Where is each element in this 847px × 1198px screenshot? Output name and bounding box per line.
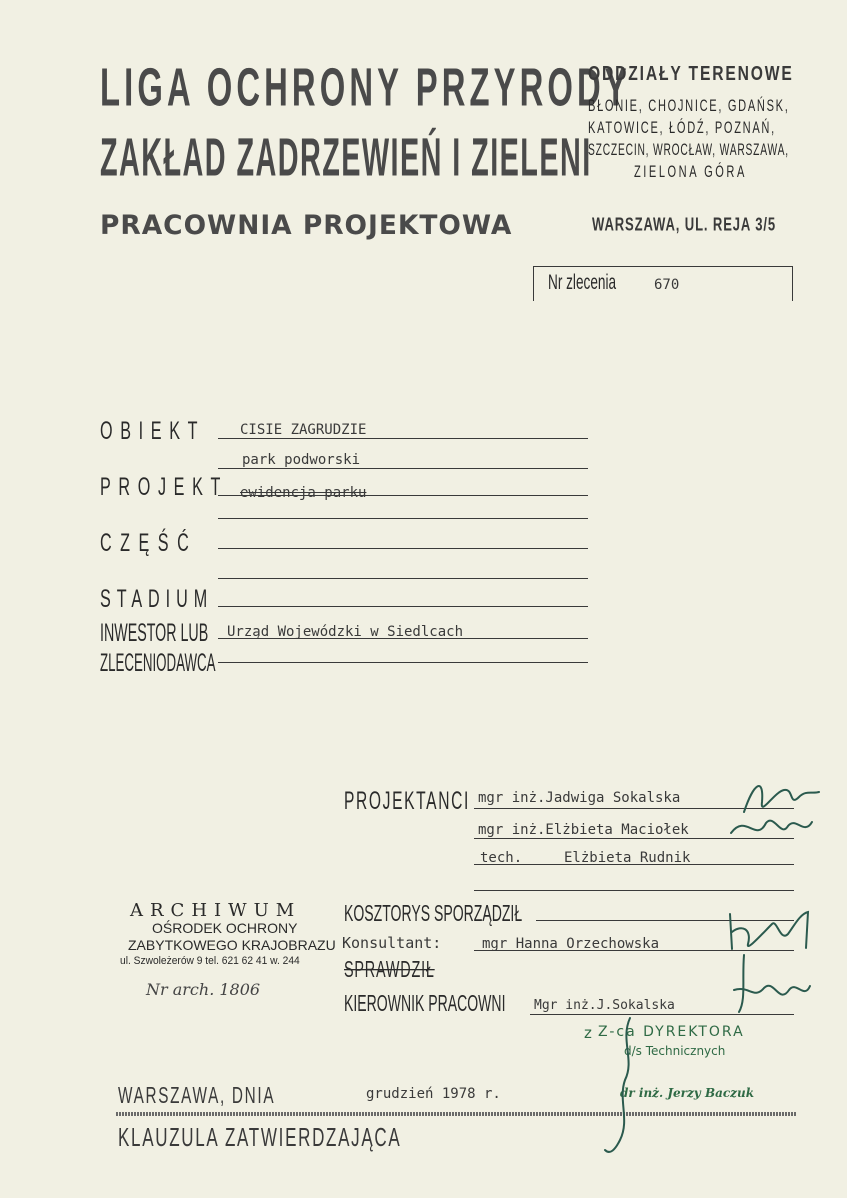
archive-stamp-title: ARCHIWUM	[130, 900, 302, 921]
inwestor-underline-2	[218, 662, 588, 663]
czesc-label: CZĘŚĆ	[100, 530, 198, 558]
kosztorys-label: KOSZTORYS SPORZĄDZIŁ	[344, 900, 523, 926]
director-stamp-subtitle: d/s Technicznych	[624, 1044, 726, 1058]
archive-stamp-line1: OŚRODEK OCHRONY	[152, 920, 298, 936]
org-name-line2: ZAKŁAD ZADRZEWIEŃ I ZIELENI	[100, 128, 592, 188]
director-stamp-name: dr inż. Jerzy Baczuk	[620, 1086, 755, 1100]
branches-line2: KATOWICE, ŁÓDŹ, POZNAŃ,	[588, 118, 776, 137]
obiekt-underline-2	[218, 468, 588, 469]
director-stamp-prefix: z	[584, 1024, 592, 1042]
projektant-3-prefix: tech.	[480, 850, 523, 866]
archive-stamp-line3: ul. Szwoleżerów 9 tel. 621 62 41 w. 244	[120, 955, 300, 967]
signature-maciolek	[726, 808, 816, 848]
projektant-1: mgr inż.Jadwiga Sokalska	[478, 790, 681, 806]
signature-kierownik	[724, 950, 814, 1020]
order-number: 670	[654, 277, 680, 293]
org-name-line1: LIGA OCHRONY PRZYRODY	[100, 58, 631, 118]
signature-director	[590, 1010, 650, 1160]
obiekt-value: CISIE ZAGRUDZIE	[240, 422, 367, 438]
konsultant-label: Konsultant:	[342, 934, 442, 952]
inwestor-underline	[218, 638, 588, 639]
studio-address: WARSZAWA, UL. REJA 3/5	[592, 214, 776, 236]
projektant-2: mgr inż.Elżbieta Maciołek	[478, 822, 689, 838]
konsultant-value: mgr Hanna Orzechowska	[482, 936, 660, 952]
branches-line1: BŁONIE, CHOJNICE, GDAŃSK,	[588, 96, 790, 115]
czesc-underline	[218, 548, 588, 549]
obiekt-value-2: park podworski	[242, 452, 361, 468]
projekt-underline-2	[218, 518, 588, 519]
date-label: WARSZAWA, DNIA	[118, 1082, 276, 1108]
projekt-label: PROJEKT	[100, 474, 229, 502]
inwestor-label-2: ZLECENIODAWCA	[100, 650, 216, 678]
projektanci-label: PROJEKTANCI	[344, 788, 470, 816]
studio-name: PRACOWNIA PROJEKTOWA	[100, 210, 513, 241]
footer-divider	[116, 1112, 796, 1116]
approval-clause: KLAUZULA ZATWIERDZAJĄCA	[118, 1124, 402, 1153]
archive-stamp-line2: ZABYTKOWEGO KRAJOBRAZU	[128, 937, 336, 953]
obiekt-underline	[218, 438, 588, 439]
archive-handwritten-number: Nr arch. 1806	[146, 980, 261, 999]
projekt-value: ewidencja parku	[240, 485, 367, 501]
czesc-underline-2	[218, 578, 588, 579]
director-stamp-title: Z-ca DYREKTORA	[598, 1024, 745, 1040]
inwestor-label-1: INWESTOR LUB	[100, 620, 209, 648]
projektant-4-underline	[474, 890, 794, 891]
stadium-underline	[218, 606, 588, 607]
branches-line3: SZCZECIN, WROCŁAW, WARSZAWA,	[588, 140, 789, 159]
obiekt-label: OBIEKT	[100, 418, 206, 446]
projektant-3-name: Elżbieta Rudnik	[564, 850, 691, 866]
kierownik-value: Mgr inż.J.Sokalska	[534, 998, 675, 1013]
branches-title: ODDZIAŁY TERENOWE	[588, 62, 794, 85]
sprawdzil-label: SPRAWDZIŁ	[344, 956, 435, 982]
stadium-label: STADIUM	[100, 586, 214, 614]
date-value: grudzień 1978 r.	[366, 1086, 501, 1102]
projekt-underline	[218, 495, 588, 496]
branches-line4: ZIELONA GÓRA	[634, 162, 747, 181]
kierownik-label: KIEROWNIK PRACOWNI	[344, 990, 506, 1016]
projektant-3-underline	[474, 864, 794, 865]
inwestor-value: Urząd Wojewódzki w Siedlcach	[227, 624, 464, 640]
order-label: Nr zlecenia	[548, 272, 617, 295]
signature-orzechowska	[722, 904, 812, 954]
